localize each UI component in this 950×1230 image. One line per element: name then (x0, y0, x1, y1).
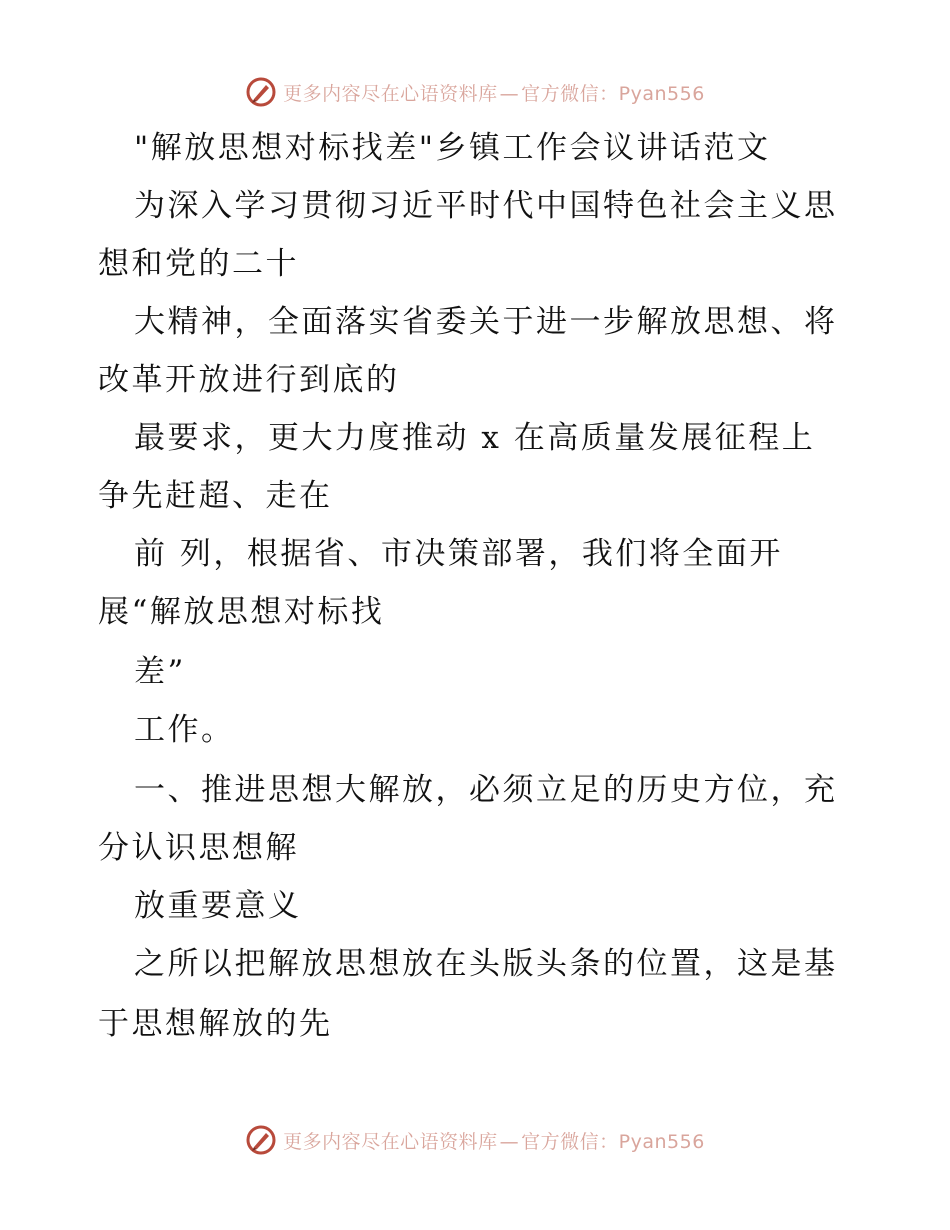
paragraph-line: 为深入学习贯彻习近平时代中国特色社会主义思 (134, 188, 838, 224)
paragraph-line: 工作。 (134, 712, 235, 748)
section-heading: 分认识思想解 (98, 830, 299, 866)
pen-logo-icon (245, 1124, 277, 1156)
watermark-text: 更多内容尽在心语资料库 (283, 82, 498, 105)
paragraph-line: 于思想解放的先 (98, 1006, 333, 1042)
paragraph-line: 差” (134, 654, 186, 690)
paragraph-line: 最要求，更大力度推动 x 在高质量发展征程上 (134, 420, 816, 456)
paragraph-line: 之所以把解放思想放在头版头条的位置，这是基 (134, 946, 838, 982)
paragraph-line: 前 列，根据省、市决策部署，我们将全面开 (134, 536, 783, 572)
paragraph-line: 争先赶超、走在 (98, 478, 333, 514)
watermark-dash: — (499, 82, 520, 105)
watermark-dash: — (499, 1130, 520, 1153)
section-heading: 一、推进思想大解放，必须立足的历史方位，充 (134, 772, 838, 808)
watermark-text: 更多内容尽在心语资料库 (283, 1130, 498, 1153)
section-heading: 放重要意义 (134, 888, 302, 924)
paragraph-line: 改革开放进行到底的 (98, 362, 400, 398)
paragraph-line: 大精神，全面落实省委关于进一步解放思想、将 (134, 304, 838, 340)
watermark-suffix: 官方微信：Pyan556 (521, 1130, 705, 1153)
footer-watermark (0, 1120, 950, 1160)
paragraph-line: 展“解放思想对标找 (98, 594, 385, 630)
document-title: "解放思想对标找差"乡镇工作会议讲话范文 (134, 130, 771, 166)
paragraph-line: 想和党的二十 (98, 246, 299, 282)
watermark-suffix: 官方微信：Pyan556 (521, 82, 705, 105)
